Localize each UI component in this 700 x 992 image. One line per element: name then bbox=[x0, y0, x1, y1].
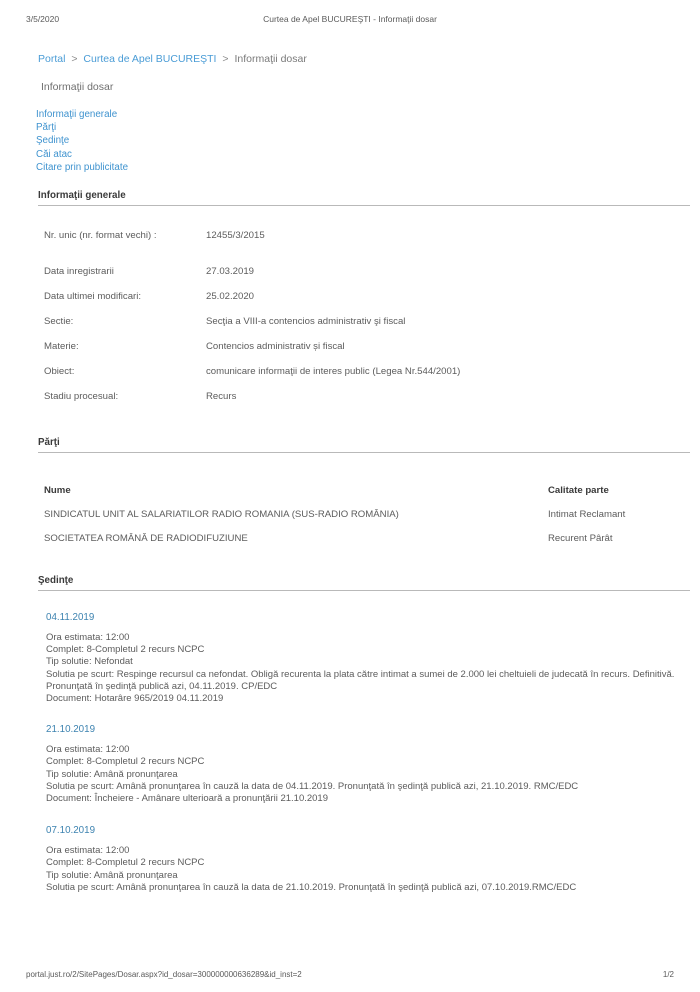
info-label: Data inregistrarii bbox=[44, 266, 114, 277]
nav-link-informatii-generale[interactable]: Informaţii generale bbox=[36, 109, 118, 120]
section-heading-parti bbox=[38, 437, 690, 453]
section-nav-links bbox=[36, 108, 128, 174]
hearing-complet: Complet: 8-Completul 2 recurs NCPC bbox=[46, 644, 205, 656]
print-footer bbox=[0, 970, 700, 982]
info-label: Materie: bbox=[44, 341, 79, 352]
hearing-details bbox=[46, 845, 682, 894]
footer-url: portal.just.ro/2/SitePages/Dosar.aspx?id_dosar=300000000636289&id_inst=2 bbox=[26, 970, 302, 979]
info-label: Stadiu procesual: bbox=[44, 391, 119, 402]
section-heading-informatii-generale bbox=[38, 190, 690, 206]
breadcrumb-separator: > bbox=[71, 53, 78, 65]
hearing-solutia-pe-scurt: Solutia pe scurt: Amână pronunţarea în cauză la data de 04.11.2019. Pronunţată în şedinţă publică azi, 21.10.2019. RMC/EDC bbox=[46, 780, 579, 792]
breadcrumb-link-portal[interactable]: Portal bbox=[38, 53, 66, 65]
hearing-complet: Complet: 8-Completul 2 recurs NCPC bbox=[46, 756, 205, 768]
column-header-nume: Nume bbox=[44, 485, 71, 496]
info-label: Nr. unic (nr. format vechi) : bbox=[44, 230, 157, 241]
hearing-entry bbox=[0, 825, 700, 894]
hearing-ora-estimata: Ora estimata: 12:00 bbox=[46, 744, 130, 756]
section-heading-label: Părţi bbox=[38, 437, 60, 448]
section-divider bbox=[38, 205, 690, 206]
print-date: 3/5/2020 bbox=[26, 14, 60, 24]
info-value: comunicare informaţii de interes public (Legea Nr.544/2001) bbox=[206, 366, 461, 377]
party-quality: Recurent Pârât bbox=[548, 533, 613, 544]
table-row bbox=[44, 509, 690, 533]
print-header-title: Curtea de Apel BUCUREŞTI - Informaţii dosar bbox=[263, 14, 437, 24]
info-value: Secţia a VIII-a contencios administrativ şi fiscal bbox=[206, 316, 406, 327]
hearing-date-link[interactable]: 07.10.2019 bbox=[46, 825, 96, 837]
hearing-ora-estimata: Ora estimata: 12:00 bbox=[46, 845, 130, 857]
nav-link-parti[interactable]: Părţi bbox=[36, 122, 57, 134]
breadcrumb-separator: > bbox=[222, 53, 229, 65]
column-header-calitate-parte: Calitate parte bbox=[548, 485, 609, 496]
hearing-tip-solutie: Tip solutie: Amână pronunţarea bbox=[46, 768, 178, 780]
section-divider bbox=[38, 452, 690, 453]
table-row bbox=[44, 533, 690, 557]
nav-link-sedinte[interactable]: Şedinţe bbox=[36, 135, 70, 147]
hearing-solutia-pe-scurt: Solutia pe scurt: Amână pronunţarea în cauză la data de 21.10.2019. Pronunţată în şedinţă publică azi, 07.10.2019.RMC/EDC bbox=[46, 881, 577, 893]
parties-table bbox=[44, 485, 690, 557]
party-quality: Intimat Reclamant bbox=[548, 509, 626, 520]
breadcrumb bbox=[38, 53, 307, 65]
section-divider bbox=[38, 590, 690, 591]
info-value: 27.03.2019 bbox=[206, 266, 255, 277]
hearing-tip-solutie: Tip solutie: Nefondat bbox=[46, 656, 133, 668]
hearing-date-link[interactable]: 04.11.2019 bbox=[46, 612, 95, 623]
info-label: Data ultimei modificari: bbox=[44, 291, 142, 302]
hearing-tip-solutie: Tip solutie: Amână pronunţarea bbox=[46, 869, 178, 881]
info-label: Obiect: bbox=[44, 366, 75, 377]
section-heading-label: Şedinţe bbox=[38, 575, 74, 586]
hearing-ora-estimata: Ora estimata: 12:00 bbox=[46, 632, 130, 643]
hearings-list bbox=[0, 612, 700, 894]
section-heading-label: Informaţii generale bbox=[38, 190, 126, 201]
hearing-date-link[interactable]: 21.10.2019 bbox=[46, 724, 96, 736]
party-name: SINDICATUL UNIT AL SALARIATILOR RADIO ROMANIA (SUS-RADIO ROMÂNIA) bbox=[44, 509, 399, 520]
page-title: Informaţii dosar bbox=[41, 81, 114, 93]
hearing-document: Document: Hotarâre 965/2019 04.11.2019 bbox=[46, 693, 224, 705]
info-value: 25.02.2020 bbox=[206, 291, 255, 302]
nav-link-citare-prin-publicitate[interactable]: Citare prin publicitate bbox=[36, 161, 129, 173]
hearing-details bbox=[46, 632, 682, 705]
hearing-solutia-pe-scurt: Solutia pe scurt: Respinge recursul ca nefondat. Obligă recurenta la plata către intimat a sumei de 2.000 lei cheltuieli de judecată în recurs. Definitivă. Pronunţată în şedinţă publică azi, 04.11.2019. CP/EDC bbox=[46, 668, 675, 692]
breadcrumb-current: Informaţii dosar bbox=[234, 53, 307, 65]
info-value: Contencios administrativ și fiscal bbox=[206, 341, 345, 352]
footer-page-number: 1/2 bbox=[662, 970, 674, 979]
party-name: SOCIETATEA ROMÂNĂ DE RADIODIFUZIUNE bbox=[44, 533, 248, 544]
breadcrumb-link-court[interactable]: Curtea de Apel BUCUREŞTI bbox=[83, 53, 217, 65]
section-heading-sedinte bbox=[38, 575, 690, 591]
hearing-document: Document: Încheiere - Amânare ulterioară a pronunţării 21.10.2019 bbox=[46, 793, 329, 805]
hearing-spacer bbox=[0, 705, 700, 724]
info-value: 12455/3/2015 bbox=[206, 230, 265, 241]
hearing-entry bbox=[0, 612, 700, 705]
nav-link-cai-atac[interactable]: Căi atac bbox=[36, 148, 72, 160]
table-header-row bbox=[44, 485, 690, 509]
hearing-details bbox=[46, 744, 682, 805]
hearing-entry bbox=[0, 724, 700, 805]
info-value: Recurs bbox=[206, 391, 237, 402]
hearing-spacer bbox=[0, 805, 700, 825]
info-label: Sectie: bbox=[44, 316, 74, 327]
hearing-complet: Complet: 8-Completul 2 recurs NCPC bbox=[46, 857, 205, 869]
